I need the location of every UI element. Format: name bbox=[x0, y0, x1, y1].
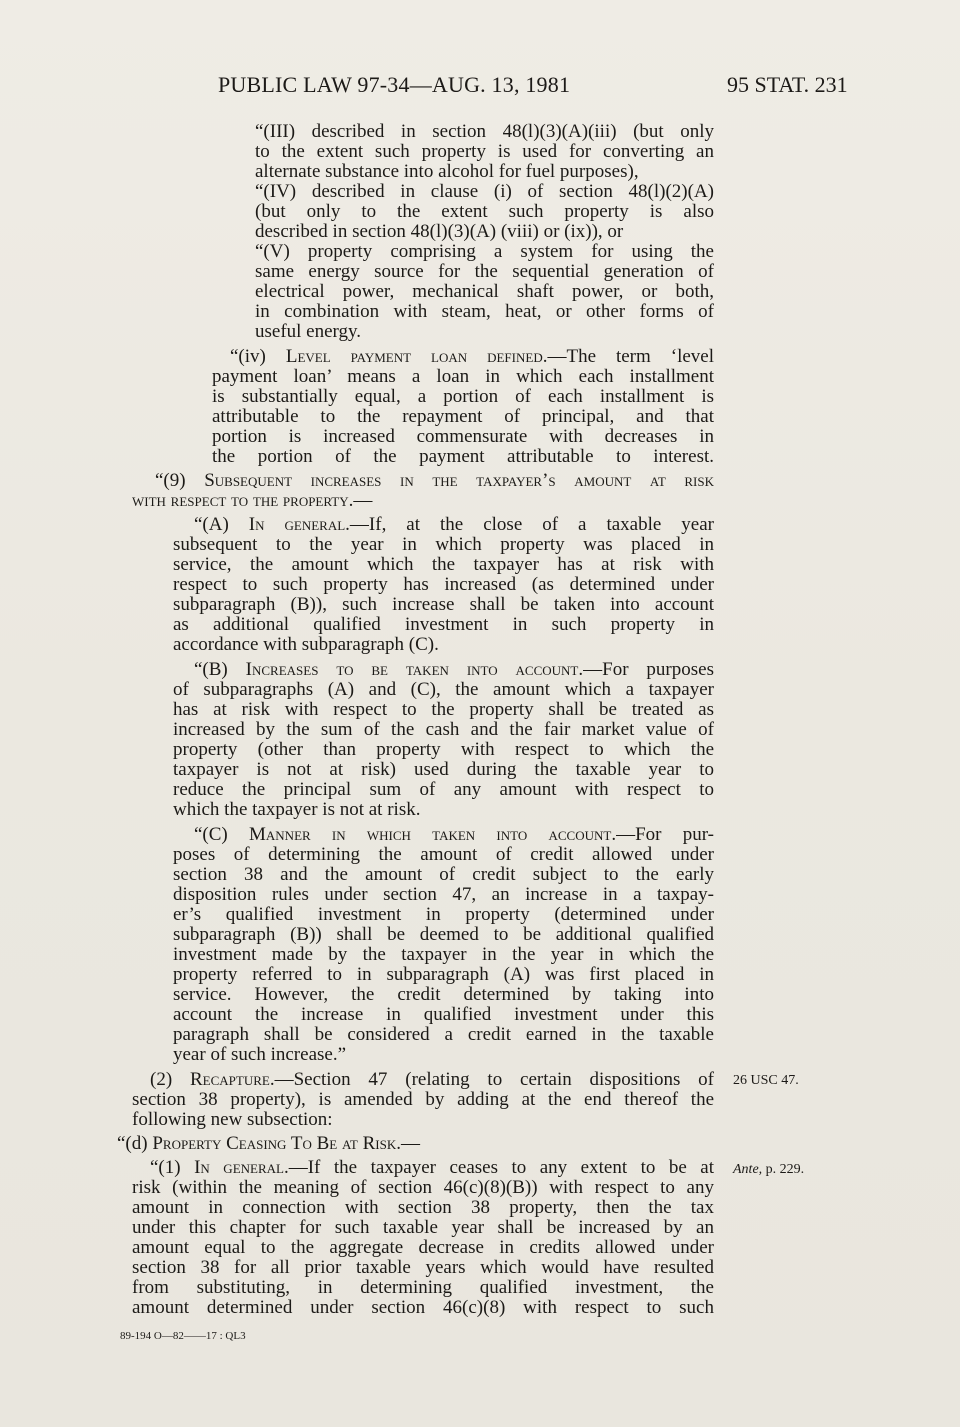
section-heading: Increases to be taken into account. bbox=[245, 660, 584, 680]
text-line bbox=[255, 242, 714, 262]
line-text: accordance with subparagraph (C). bbox=[173, 635, 439, 655]
text-line bbox=[255, 222, 714, 242]
text-line bbox=[155, 471, 714, 491]
enumerator: “(C) bbox=[194, 825, 250, 845]
text-line bbox=[117, 1134, 714, 1154]
text-line bbox=[173, 925, 714, 945]
text-line bbox=[132, 1238, 714, 1258]
text-line bbox=[132, 1258, 714, 1278]
citation-text: p. 229. bbox=[762, 1162, 805, 1177]
section-heading: with respect to the property. bbox=[132, 491, 354, 511]
line-text: paragraph shall be considered a credit earned in the taxable bbox=[173, 1025, 714, 1045]
line-text: — bbox=[400, 1134, 420, 1154]
print-code-footer: 89-194 O—82——17 : QL3 bbox=[120, 1330, 246, 1342]
line-text: —The term ‘level bbox=[547, 347, 714, 367]
text-line bbox=[173, 885, 714, 905]
line-text: —If the taxpayer ceases to any extent to be at bbox=[288, 1158, 714, 1178]
enumerator: “(d) bbox=[117, 1134, 153, 1154]
text-line bbox=[173, 595, 714, 615]
enumerator: “(B) bbox=[194, 660, 246, 680]
line-text: of subparagraphs (A) and (C), the amount which a taxpayer bbox=[173, 680, 714, 700]
line-text: useful energy. bbox=[255, 322, 362, 342]
line-text: account the increase in qualified investment under this bbox=[173, 1005, 714, 1025]
text-line bbox=[255, 182, 714, 202]
text-line bbox=[132, 491, 714, 511]
line-text: amount in connection with section 38 property, then the tax bbox=[132, 1198, 714, 1218]
line-text: as additional qualified investment in such property in bbox=[173, 615, 714, 635]
text-line bbox=[194, 515, 714, 535]
line-text: service. However, the credit determined by taking into bbox=[173, 985, 714, 1005]
line-text: disposition rules under section 47, an increase in a taxpay- bbox=[173, 885, 714, 905]
line-text: section 38 and the amount of credit subject to the early bbox=[173, 865, 714, 885]
text-line bbox=[150, 1158, 714, 1178]
line-text: which the taxpayer is not at risk. bbox=[173, 800, 421, 820]
text-line bbox=[173, 680, 714, 700]
enumerator: “(iv) bbox=[230, 347, 286, 367]
text-line bbox=[132, 1278, 714, 1298]
text-line bbox=[173, 780, 714, 800]
text-line bbox=[173, 575, 714, 595]
text-line bbox=[173, 800, 714, 820]
text-line bbox=[255, 122, 714, 142]
text-line bbox=[173, 555, 714, 575]
line-text: risk (within the meaning of section 46(c)(8)(B)) with respect to any bbox=[132, 1178, 714, 1198]
line-text: investment made by the taxpayer in the year in which the bbox=[173, 945, 714, 965]
line-text: (but only to the extent such property is also bbox=[255, 202, 714, 222]
text-line bbox=[173, 865, 714, 885]
text-line bbox=[230, 347, 714, 367]
enumerator: (2) bbox=[150, 1070, 190, 1090]
line-text: subparagraph (B)) shall be deemed to be additional qualified bbox=[173, 925, 714, 945]
line-text: amount equal to the aggregate decrease in credits allowed under bbox=[132, 1238, 714, 1258]
line-text: —For purposes bbox=[583, 660, 714, 680]
text-line bbox=[255, 162, 714, 182]
text-line bbox=[173, 740, 714, 760]
line-text: described in section 48(l)(3)(A) (viii) or (ix)), or bbox=[255, 222, 624, 242]
text-line bbox=[132, 1198, 714, 1218]
section-heading: Manner in which taken into account. bbox=[249, 825, 617, 845]
enumerator: “(A) bbox=[194, 515, 249, 535]
line-text: has at risk with respect to the property shall be treated as bbox=[173, 700, 714, 720]
line-text: to the extent such property is used for converting an bbox=[255, 142, 714, 162]
text-line bbox=[132, 1090, 714, 1110]
line-text: subparagraph (B)), such increase shall be taken into account bbox=[173, 595, 714, 615]
page-number: 95 STAT. 231 bbox=[727, 72, 848, 97]
text-line bbox=[173, 720, 714, 740]
line-text: year of such increase.” bbox=[173, 1045, 347, 1065]
text-line bbox=[173, 1025, 714, 1045]
margin-citation bbox=[733, 1073, 799, 1089]
text-line bbox=[173, 535, 714, 555]
line-text: —For pur- bbox=[616, 825, 714, 845]
text-line bbox=[132, 1218, 714, 1238]
line-text: portion is increased commensurate with decreases in bbox=[212, 427, 714, 447]
line-text: taxpayer is not at risk) used during the taxable year to bbox=[173, 760, 714, 780]
text-line bbox=[173, 985, 714, 1005]
text-line bbox=[212, 447, 714, 467]
margin-citation bbox=[733, 1162, 804, 1178]
line-text: —If, at the close of a taxable year bbox=[349, 515, 714, 535]
text-line bbox=[173, 905, 714, 925]
line-text: following new subsection: bbox=[132, 1110, 333, 1130]
line-text: electrical power, mechanical shaft power, or both, bbox=[255, 282, 714, 302]
section-heading: Recapture. bbox=[190, 1070, 275, 1090]
section-heading: In general. bbox=[248, 515, 350, 535]
text-line bbox=[173, 615, 714, 635]
text-line bbox=[212, 407, 714, 427]
line-text: — bbox=[353, 491, 373, 511]
line-text: is substantially equal, a portion of each installment is bbox=[212, 387, 714, 407]
text-line bbox=[255, 302, 714, 322]
text-line bbox=[132, 1110, 714, 1130]
text-line bbox=[212, 427, 714, 447]
line-text: “(III) described in section 48(l)(3)(A)(iii) (but only bbox=[255, 122, 714, 142]
text-line bbox=[212, 367, 714, 387]
line-text: “(IV) described in clause (i) of section 48(l)(2)(A) bbox=[255, 182, 714, 202]
line-text: same energy source for the sequential generation of bbox=[255, 262, 714, 282]
text-line bbox=[173, 1005, 714, 1025]
text-line bbox=[255, 202, 714, 222]
running-header-title: PUBLIC LAW 97-34—AUG. 13, 1981 bbox=[218, 72, 571, 97]
line-text: property referred to in subparagraph (A) was first placed in bbox=[173, 965, 714, 985]
text-line bbox=[212, 387, 714, 407]
line-text: from substituting, in determining qualified investment, the bbox=[132, 1278, 714, 1298]
text-line bbox=[132, 1298, 714, 1318]
line-text: section 38 for all prior taxable years which would have resulted bbox=[132, 1258, 714, 1278]
line-text: increased by the sum of the cash and the fair market value of bbox=[173, 720, 714, 740]
line-text: subsequent to the year in which property was placed in bbox=[173, 535, 714, 555]
text-line bbox=[173, 845, 714, 865]
text-line bbox=[173, 1045, 714, 1065]
line-text: “(V) property comprising a system for using the bbox=[255, 242, 714, 262]
section-heading: Property Ceasing To Be at Risk. bbox=[152, 1134, 401, 1154]
line-text: section 38 property), is amended by adding at the end thereof the bbox=[132, 1090, 714, 1110]
line-text: alternate substance into alcohol for fuel purposes), bbox=[255, 162, 639, 182]
section-heading: Subsequent increases in the taxpayer’s amount at risk bbox=[204, 471, 714, 491]
text-line bbox=[173, 945, 714, 965]
line-text: reduce the principal sum of any amount with respect to bbox=[173, 780, 714, 800]
text-line bbox=[194, 660, 714, 680]
line-text: —Section 47 (relating to certain dispositions of bbox=[274, 1070, 714, 1090]
text-line bbox=[150, 1070, 714, 1090]
line-text: under this chapter for such taxable year shall be increased by an bbox=[132, 1218, 714, 1238]
text-line bbox=[255, 322, 714, 342]
line-text: payment loan’ means a loan in which each installment bbox=[212, 367, 714, 387]
enumerator: “(9) bbox=[155, 471, 205, 491]
text-line bbox=[173, 760, 714, 780]
text-line bbox=[173, 700, 714, 720]
line-text: the portion of the payment attributable to interest. bbox=[212, 447, 714, 467]
line-text: in combination with steam, heat, or other forms of bbox=[255, 302, 714, 322]
line-text: service, the amount which the taxpayer has at risk with bbox=[173, 555, 714, 575]
line-text: amount determined under section 46(c)(8) with respect to such bbox=[132, 1298, 714, 1318]
line-text: property (other than property with respect to which the bbox=[173, 740, 714, 760]
line-text: poses of determining the amount of credit allowed under bbox=[173, 845, 714, 865]
text-line bbox=[132, 1178, 714, 1198]
text-line bbox=[255, 142, 714, 162]
text-line bbox=[173, 965, 714, 985]
text-line bbox=[194, 825, 714, 845]
line-text: attributable to the repayment of principal, and that bbox=[212, 407, 714, 427]
text-line bbox=[255, 262, 714, 282]
line-text: respect to such property has increased (as determined under bbox=[173, 575, 714, 595]
section-heading: In general. bbox=[194, 1158, 289, 1178]
section-heading: Level payment loan defined. bbox=[285, 347, 548, 367]
citation-italic: Ante, bbox=[733, 1162, 763, 1177]
text-line bbox=[173, 635, 714, 655]
citation-text: 26 USC 47. bbox=[733, 1073, 799, 1088]
enumerator: “(1) bbox=[150, 1158, 195, 1178]
text-line bbox=[255, 282, 714, 302]
line-text: er’s qualified investment in property (determined under bbox=[173, 905, 714, 925]
